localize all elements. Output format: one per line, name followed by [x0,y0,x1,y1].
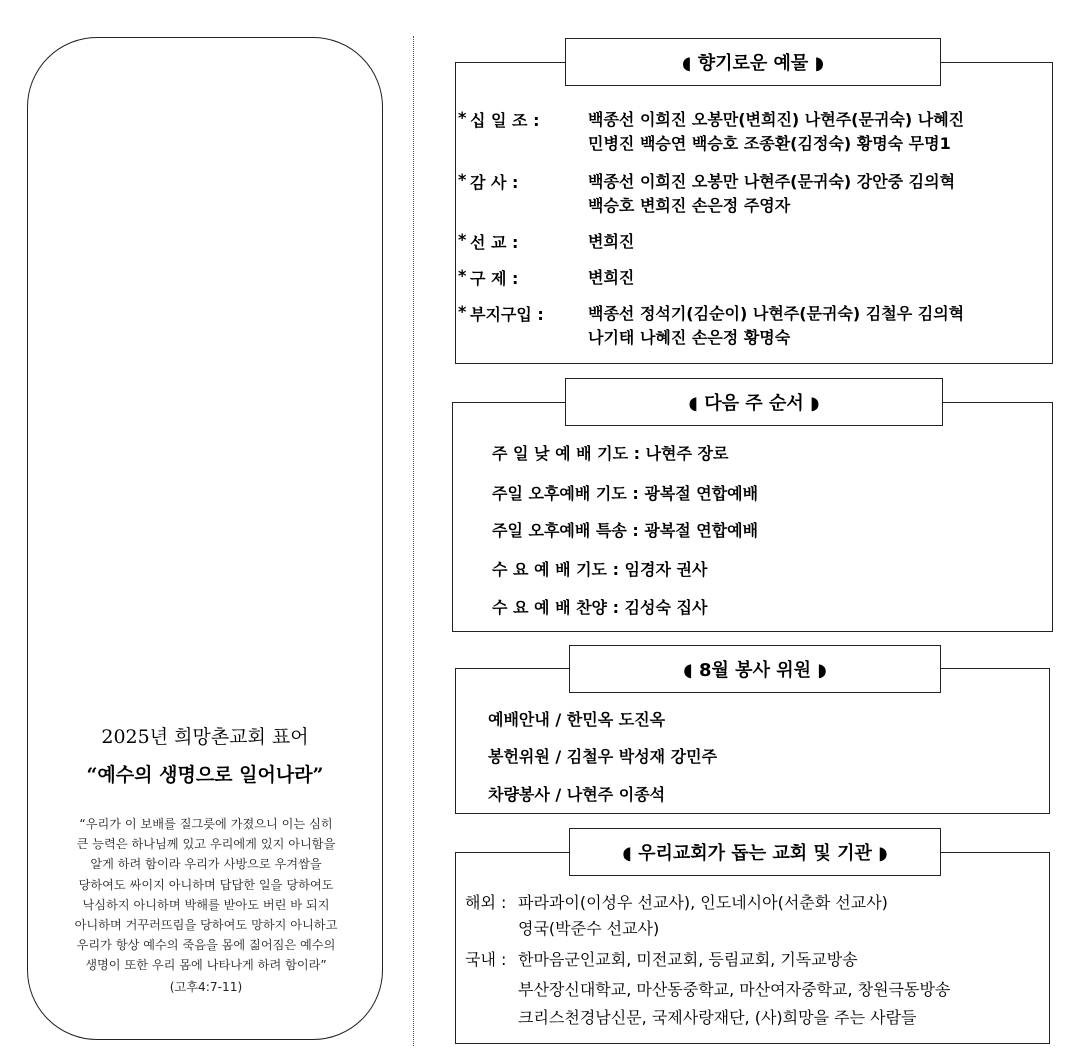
bullet: * [458,230,467,249]
offering-names [588,266,634,290]
names-line: 백종선 이희진 오봉만(변희진) 나현주(문귀숙) 나혜진 [588,110,965,129]
verse-reference: (고후4:7-11) [169,979,243,994]
next-week-title: ◖ 다음 주 순서 ◗ [565,378,943,426]
bullet: * [458,266,467,285]
verse-line: 당하여도 싸이지 아니하며 답답한 일을 당하여도 [78,877,334,892]
overseas-line: 영국(박준수 선교사) [518,919,660,938]
order-row: 수 요 예 배 찬양 : 김성숙 집사 [492,598,708,617]
domestic-line: 한마음군인교회, 미전교회, 등림교회, 기독교방송 [518,950,858,969]
motto-text: “예수의 생명으로 일어나라” [86,764,324,786]
domestic-line: 크리스천경남신문, 국제사랑재단, (사)희망을 주는 사람들 [518,1008,917,1027]
offering-names [588,302,964,350]
domestic-line: 부산장신대학교, 마산동중학교, 마산여자중학교, 창원극동방송 [518,980,951,999]
page-divider [413,36,414,1046]
volunteers-title: ◖ 8월 봉사 위원 ◗ [569,645,941,693]
support-title: ◖ 우리교회가 돕는 교회 및 기관 ◗ [569,828,941,876]
offering-label: 구 제 : [470,269,519,288]
volunteer-row: 봉헌위원 / 김철우 박성재 강민주 [488,747,718,766]
bullet: * [458,108,467,127]
names-line: 백종선 정석기(김순이) 나현주(문귀숙) 김철우 김의혁 [588,304,965,323]
order-row: 주 일 낮 예 배 기도 : 나현주 장로 [492,444,729,463]
overseas-label: 해외 : [465,893,507,912]
verse-line: 생명이 또한 우리 몸에 나타나게 하려 함이라” [85,958,327,973]
names-line: 민병진 백승연 백승호 조종환(김정숙) 황명숙 무명1 [588,134,951,153]
verse-line: 알게 하려 함이라 우리가 사방으로 우겨쌈을 [90,857,322,872]
names-line: 변희진 [588,268,635,287]
offering-label: 부지구입 : [470,305,544,324]
overseas-line: 파라과이(이성우 선교사), 인도네시아(서춘화 선교사) [518,893,888,912]
offering-label: 선 교 : [470,233,519,252]
bullet: * [458,302,467,321]
domestic-label: 국내 : [465,950,507,969]
verse-line: 우리가 항상 예수의 죽음을 몸에 짊어짐은 예수의 [76,938,336,953]
volunteer-row: 차량봉사 / 나현주 이종석 [488,785,666,804]
names-line: 변희진 [588,232,635,251]
order-row: 주일 오후예배 특송 : 광복절 연합예배 [492,521,759,540]
verse-line: 큰 능력은 하나님께 있고 우리에게 있지 아니함을 [76,837,336,852]
offering-names [588,170,955,218]
names-line: 백승호 변희진 손은정 주영자 [588,196,791,215]
motto-year-title: 2025년 희망촌교회 표어 [101,726,309,748]
offering-label: 십 일 조 : [470,111,540,130]
verse-line: “우리가 이 보배를 질그릇에 가졌으니 이는 심히 [79,817,333,831]
bullet: * [458,170,467,189]
offering-names [588,108,964,156]
verse-line: 아니하며 거꾸러뜨림을 당하여도 망하지 아니하고 [74,918,338,933]
order-row: 수 요 예 배 기도 : 임경자 권사 [492,560,708,579]
volunteer-row: 예배안내 / 한민옥 도진옥 [488,710,666,729]
names-line: 나기태 나혜진 손은정 황명숙 [588,328,791,347]
bible-verse [36,814,376,997]
offering-label: 감 사 : [470,173,519,192]
order-row: 주일 오후예배 기도 : 광복절 연합예배 [492,484,759,503]
names-line: 백종선 이희진 오봉만 나현주(문귀숙) 강안중 김의혁 [588,172,956,191]
verse-line: 낙심하지 아니하며 박해를 받아도 버린 바 되지 [82,897,330,912]
offering-title: ◖ 향기로운 예물 ◗ [565,38,941,86]
offering-names [588,230,634,254]
